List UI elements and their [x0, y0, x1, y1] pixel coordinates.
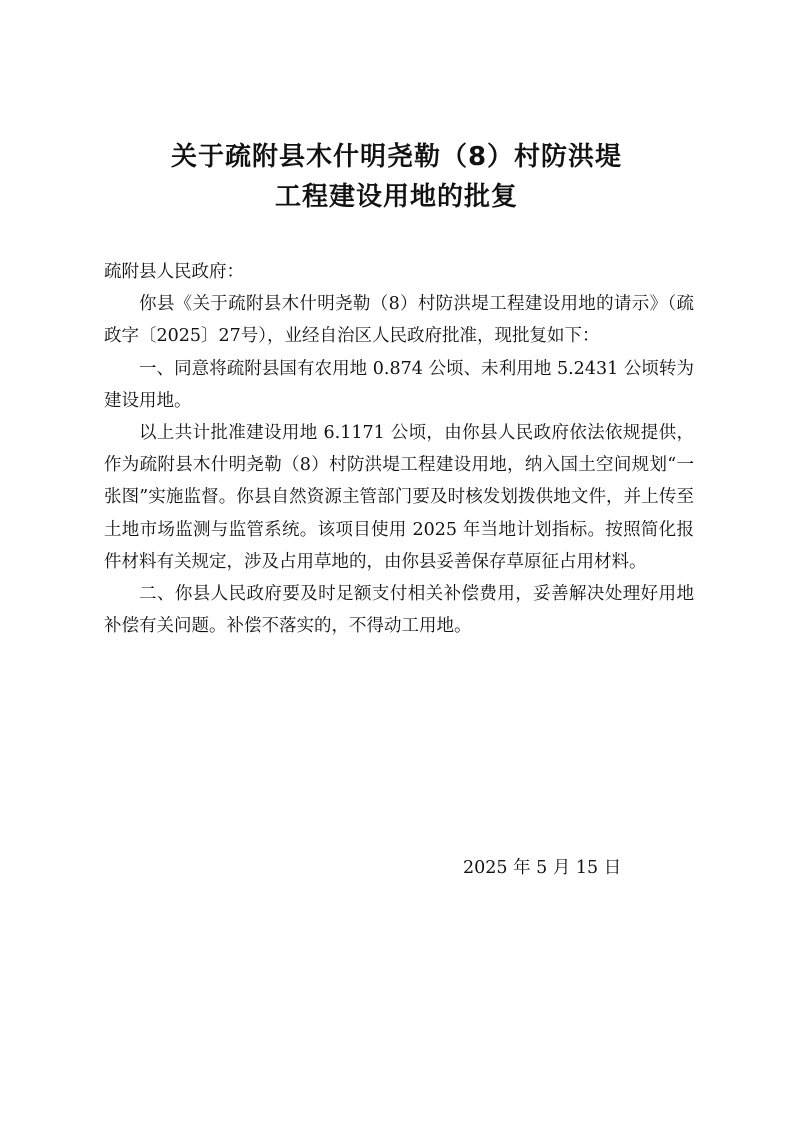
document-title-line-2: 工程建设用地的批复 — [274, 182, 518, 212]
paragraph-item-one: 一、同意将疏附县国有农用地 0.874 公顷、未利用地 5.2431 公顷转为建设用地。 — [104, 358, 694, 411]
paragraph-total-land: 以上共计批准建设用地 6.1171 公顷，由你县人民政府依法依规提供，作为疏附县木什明尧勒（8）村防洪堤工程建设用地，纳入国土空间规划“一张图”实施监督。你县自然资源主管部门要及时核发划拨供地文件，并上传至土地市场监测与监管系统。该项目使用 2025 年当地计划指标。按照简化报件材料有关规定，涉及占用草地的，由你县妥善保存草原征占用材料。 — [104, 423, 694, 572]
salutation: 疏附县人民政府： — [104, 262, 244, 282]
paragraph-item-two: 二、你县人民政府要及时足额支付相关补偿费用，妥善解决处理好用地补偿有关问题。补偿不落实的，不得动工用地。 — [104, 584, 694, 637]
document-date: 2025 年 5 月 15 日 — [463, 858, 622, 878]
paragraph-request: 你县《关于疏附县木什明尧勒（8）村防洪堤工程建设用地的请示》（疏政字〔2025〕27号），业经自治区人民政府批准，现批复如下： — [104, 294, 694, 347]
document-title-line-1: 关于疏附县木什明尧勒（8）村防洪堤 — [170, 142, 623, 172]
document-body — [104, 256, 694, 642]
